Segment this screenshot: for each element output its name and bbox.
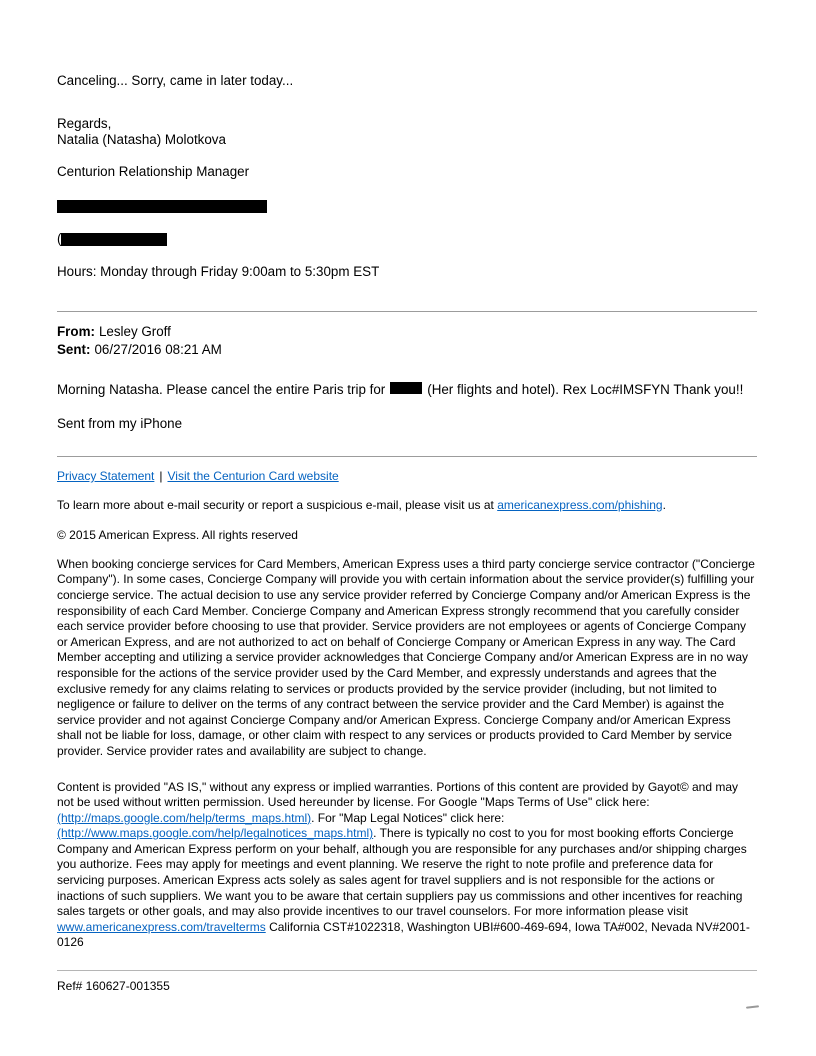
redaction-bar-address (57, 200, 267, 213)
phishing-link[interactable]: americanexpress.com/phishing (497, 497, 663, 512)
redaction-bar-phone (61, 233, 167, 246)
signature-name: Natalia (Natasha) Molotkova (57, 132, 226, 147)
privacy-statement-link[interactable]: Privacy Statement (57, 469, 155, 483)
signature-hours: Hours: Monday through Friday 9:00am to 5:30pm EST (57, 264, 380, 279)
link-separator: | (159, 469, 163, 483)
maps-terms-link[interactable]: (http://maps.google.com/help/terms_maps.html) (57, 810, 312, 825)
signature-block (57, 116, 757, 148)
signature-title: Centurion Relationship Manager (57, 164, 250, 179)
quoted-body (57, 381, 757, 399)
page-corner-artifact (746, 1005, 759, 1008)
quoted-body-text-1: Morning Natasha. Please cancel the entire Paris trip for (57, 382, 386, 397)
signature-regards: Regards, (57, 116, 112, 131)
signature-phone-line (57, 231, 757, 247)
reference-number: Ref# 160627-001355 (57, 979, 170, 994)
quoted-body-text-2: (Her flights and hotel). Rex Loc#IMSFYN Thank you!! (427, 382, 744, 397)
disclaimer-content-text-4: California CST#1022318, Washington UBI#600-469-694, Iowa TA#002, Nevada NV#2001-0126 (57, 919, 750, 950)
copyright-line: © 2015 American Express. All rights reserved (57, 528, 298, 543)
divider-footer (57, 456, 757, 457)
from-value: Lesley Groff (98, 324, 171, 339)
phishing-text: To learn more about e-mail security or report a suspicious e-mail, please visit us at (57, 497, 498, 512)
sent-label: Sent: (57, 342, 91, 357)
sent-value: 06/27/2016 08:21 AM (94, 342, 222, 357)
disclaimer-content (57, 780, 757, 952)
from-line (57, 323, 757, 341)
disclaimer-content-text-3: . There is typically no cost to you for most booking efforts Concierge Company and American Express perform on your behalf, although you are responsible for any purchases and/or shipping charges you authorize. Fees may apply for meetings and event planning. We reserve the right to note profile and preference data for servicing purposes. American Express acts solely as sales agent for travel suppliers and is not responsible for the actions or inactions of such suppliers. We want you to be aware that certain suppliers pay us commissions and other incentives for reaching sales targets or other goals, and may also provide incentives to our travel counselors. For more information please visit (57, 826, 747, 919)
disclaimer-content-text-2: . For "Map Legal Notices" click here: (311, 810, 505, 825)
phishing-period: . (662, 497, 666, 512)
quoted-header (57, 323, 757, 359)
reply-text: Canceling... Sorry, came in later today... (57, 73, 294, 88)
disclaimer-concierge: When booking concierge services for Card Members, American Express uses a third party concierge service contractor ("Concierge Company"). In some cases, Concierge Company will provide you with certain information about the service provider(s) fulfilling your concierge service. The actual decision to use any service provider referred by Concierge Company and/or American Express is the responsibility of each Card Member. Concierge Company and American Express strongly recommend that you carefully consider each service provider before choosing to use that provider. Service providers are not employees or agents of Concierge Company or American Express, and are not authorized to act on behalf of Concierge Company or American Express in any way. The Card Member accepting and utilizing a service provider acknowledges that Concierge Company and/or American Express are in no way responsible for the actions of the service provider used by the Card Member, and expressly understands and agrees that the exclusive remedy for any claims relating to services or products provided by the service provider (including, but not limited to negligence or failure to deliver on the terms of any contract between the service provider and the Card Member) is against the service provider and not against Concierge Company and/or American Express. Concierge Company and/or American Express shall not be liable for loss, damage, or other claim with respect to any services or products provided to Card Member by service provider. Service provider rates and availability are subject to change. (57, 556, 755, 758)
phishing-notice (57, 498, 757, 514)
redaction-inline-name (390, 382, 422, 394)
disclaimer-content-text-1: Content is provided "AS IS," without any express or implied warranties. Portions of this content are provided by Gayot© and may not be used without written permission. Used hereunder by license. For Google "Maps Terms of Use" click here: (57, 779, 739, 810)
footer-links-line (57, 469, 757, 485)
centurion-website-link[interactable]: Visit the Centurion Card website (167, 469, 339, 483)
mobile-signature: Sent from my iPhone (57, 416, 183, 431)
divider-reference (57, 970, 757, 971)
sent-line (57, 341, 757, 359)
phone-open-paren: ( (57, 231, 62, 246)
divider-quoted-message (57, 311, 757, 312)
travelterms-link[interactable]: www.americanexpress.com/travelterms (57, 919, 266, 934)
from-label: From: (57, 324, 95, 339)
map-legal-notices-link[interactable]: (http://www.maps.google.com/help/legalnotices_maps.html) (57, 826, 374, 841)
